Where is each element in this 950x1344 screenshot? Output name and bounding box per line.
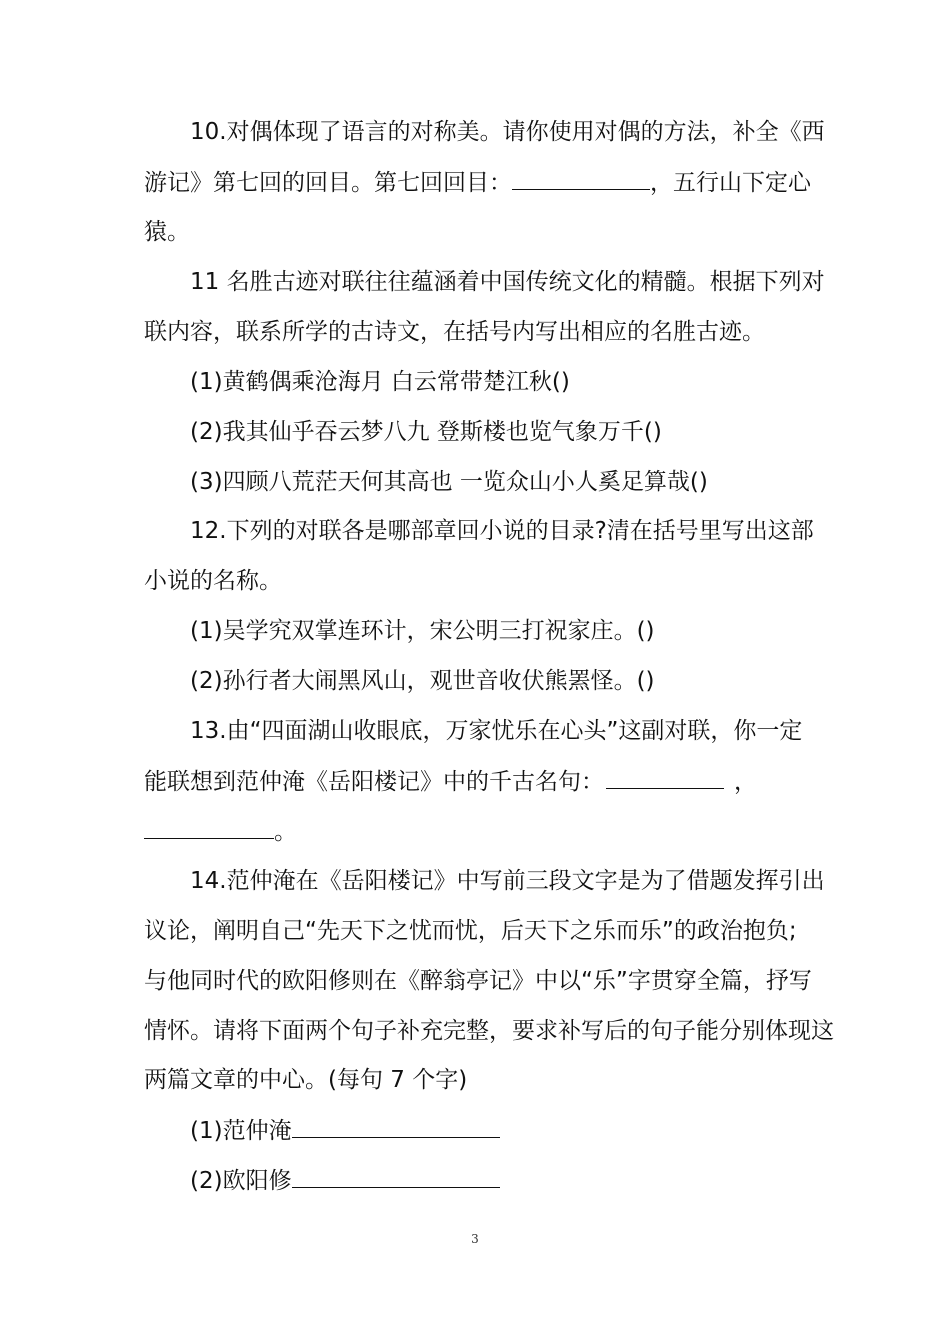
q12-line-1: 12.下列的对联各是哪部章回小说的目录?清在括号里写出这部 — [190, 518, 814, 544]
q10-line-2-text-b: ，五行山下定心 — [650, 170, 811, 196]
q14-line-4: 情怀。请将下面两个句子补充完整，要求补写后的句子能分别体现这 — [144, 1018, 834, 1044]
q10-line-1: 10.对偶体现了语言的对称美。请你使用对偶的方法，补全《西 — [190, 119, 825, 145]
q14-item-2-label: (2)欧阳修 — [190, 1168, 292, 1194]
q14-item-2 — [190, 1165, 500, 1196]
q12-item-1: (1)吴学究双掌连环计，宋公明三打祝家庄。() — [190, 618, 655, 644]
q11-item-1: (1)黄鹤偶乘沧海月 白云常带楚江秋() — [190, 369, 570, 395]
q14-answer-blank-1[interactable] — [292, 1115, 500, 1138]
q13-answer-blank-1[interactable] — [606, 766, 724, 789]
q13-line-2 — [144, 766, 757, 797]
q13-line-2-text-b: ， — [734, 769, 757, 795]
q14-line-2: 议论，阐明自己“先天下之忧而忧，后天下之乐而乐”的政治抱负; — [144, 918, 797, 944]
q14-line-1: 14.范仲淹在《岳阳楼记》中写前三段文字是为了借题发挥引出 — [190, 868, 825, 894]
q11-item-3: (3)四顾八荒茫天何其高也 一览众山小人奚足算哉() — [190, 469, 708, 495]
q14-item-1 — [190, 1115, 500, 1146]
q13-line-3 — [144, 816, 297, 847]
q12-line-2: 小说的名称。 — [144, 568, 282, 594]
q10-answer-blank[interactable] — [512, 167, 650, 190]
q13-line-2-text-a: 能联想到范仲淹《岳阳楼记》中的千古名句： — [144, 769, 604, 795]
q14-line-3: 与他同时代的欧阳修则在《醉翁亭记》中以“乐”字贯穿全篇，抒写 — [144, 968, 812, 994]
q11-line-1: 11 名胜古迹对联往往蕴涵着中国传统文化的精髓。根据下列对 — [190, 269, 825, 295]
q14-answer-blank-2[interactable] — [292, 1165, 500, 1188]
q10-line-3: 猿。 — [144, 219, 190, 245]
page-number: 3 — [471, 1232, 479, 1246]
q11-item-2: (2)我其仙乎吞云梦八九 登斯楼也览气象万千() — [190, 419, 662, 445]
q14-item-1-label: (1)范仲淹 — [190, 1118, 292, 1144]
q14-line-5: 两篇文章的中心。(每句 7 个字) — [144, 1067, 468, 1093]
q11-line-2: 联内容，联系所学的古诗文，在括号内写出相应的名胜古迹。 — [144, 319, 765, 345]
q13-answer-blank-2[interactable] — [144, 816, 274, 839]
q12-item-2: (2)孙行者大闹黑风山，观世音收伏熊罴怪。() — [190, 668, 655, 694]
q13-line-1: 13.由“四面湖山收眼底，万家忧乐在心头”这副对联，你一定 — [190, 718, 803, 744]
q10-line-2 — [144, 167, 811, 198]
q13-line-3-text-b: 。 — [274, 819, 297, 845]
q10-line-2-text-a: 游记》第七回的回目。第七回回目： — [144, 170, 512, 196]
